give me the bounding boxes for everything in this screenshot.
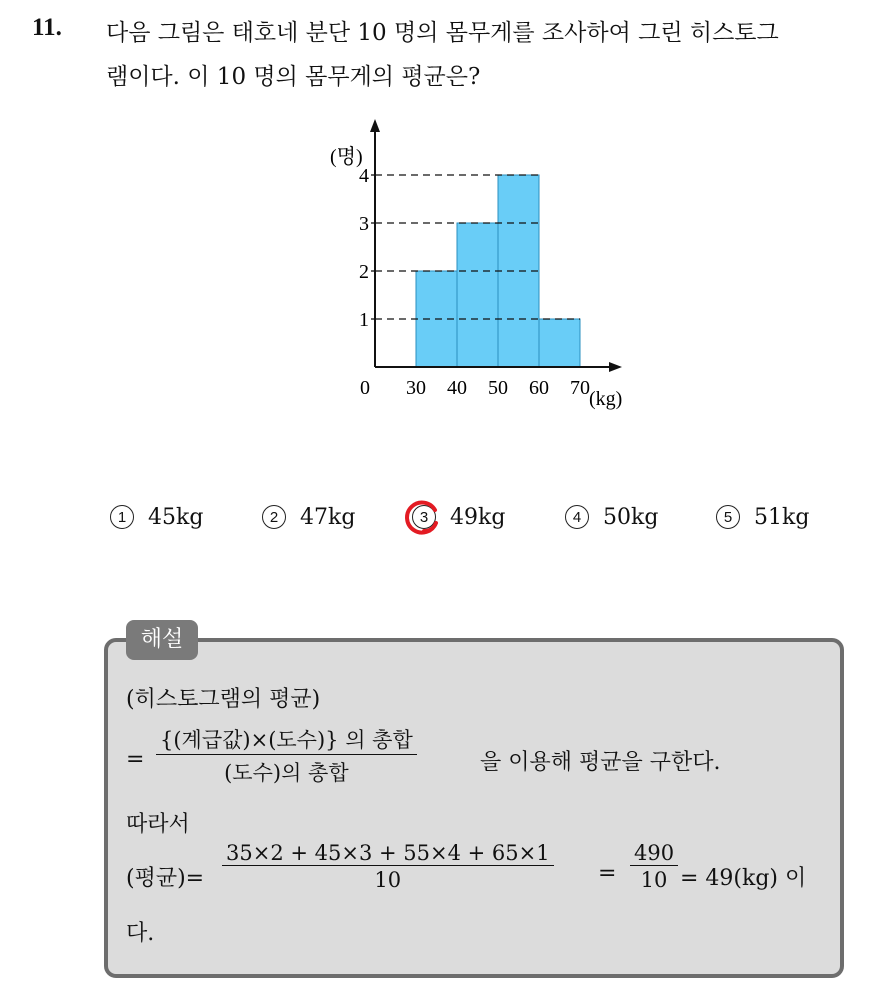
- fraction-numerator: {(계급값)×(도수)} 의 총합: [156, 724, 417, 755]
- mean-label: (평균)=: [126, 866, 205, 891]
- choice-marker: 2: [262, 505, 286, 529]
- y-axis-label: (명): [330, 146, 363, 168]
- x-axis-label: (kg): [589, 388, 623, 410]
- choice-label: 49kg: [450, 505, 506, 530]
- equals-sign: =: [126, 747, 145, 772]
- choice-marker: 5: [716, 505, 740, 529]
- histogram-bar-40-50: [457, 223, 498, 367]
- histogram-bar-60-70: [539, 319, 580, 367]
- y-tick-label-1: 1: [359, 309, 369, 331]
- question-text-line-1: 다음 그림은 태호네 분단 10 명의 몸무게를 조사하여 그린 히스토그: [106, 20, 779, 46]
- selected-answer-circle: [402, 497, 442, 537]
- fraction-numerator: 35×2 + 45×3 + 55×4 + 65×1: [222, 841, 554, 866]
- choice-label: 50kg: [603, 505, 659, 530]
- question-text-line-2: 램이다. 이 10 명의 몸무게의 평균은?: [106, 64, 481, 90]
- y-tick-label-4: 4: [359, 165, 369, 187]
- x-tick-label-30: 30: [406, 377, 426, 399]
- x-tick-label-40: 40: [447, 377, 467, 399]
- choice-4[interactable]: [565, 505, 658, 530]
- calculation-fraction: [222, 841, 554, 892]
- choice-marker: 3: [412, 505, 436, 529]
- result-fraction: [630, 841, 678, 892]
- x-axis-arrow: [609, 362, 622, 372]
- y-tick-label-3: 3: [359, 213, 369, 235]
- origin-label: 0: [360, 377, 370, 399]
- fraction-numerator: 490: [630, 841, 678, 866]
- x-tick-label-60: 60: [529, 377, 549, 399]
- choice-label: 51kg: [754, 505, 810, 530]
- equals-sign: =: [598, 861, 617, 886]
- explanation-line-2-tail: 을 이용해 평균을 구한다.: [480, 750, 721, 775]
- mean-formula-fraction: [156, 724, 417, 787]
- x-tick-label-50: 50: [488, 377, 508, 399]
- choice-marker: 1: [110, 505, 134, 529]
- choice-marker: 4: [565, 505, 589, 529]
- y-axis-arrow: [370, 119, 380, 132]
- choice-5[interactable]: [716, 505, 809, 530]
- histogram-chart: [330, 115, 650, 415]
- y-tick-label-2: 2: [359, 261, 369, 283]
- answer-choices: [0, 505, 884, 539]
- choice-2[interactable]: [262, 505, 355, 530]
- x-tick-label-70: 70: [570, 377, 590, 399]
- question-number: 11.: [32, 14, 62, 41]
- fraction-denominator: 10: [640, 868, 668, 892]
- explanation-line-3: 따라서: [126, 812, 190, 837]
- explanation-tab: 해설: [126, 620, 198, 660]
- explanation-line-4-tail: = 49(kg) 이: [680, 866, 807, 891]
- choice-1[interactable]: [110, 505, 203, 530]
- choice-label: 45kg: [148, 505, 204, 530]
- explanation-line-1: (히스토그램의 평균): [126, 687, 321, 712]
- choice-label: 47kg: [300, 505, 356, 530]
- explanation-line-5: 다.: [126, 921, 155, 946]
- fraction-denominator: (도수)의 총합: [224, 761, 349, 785]
- fraction-denominator: 10: [374, 868, 402, 892]
